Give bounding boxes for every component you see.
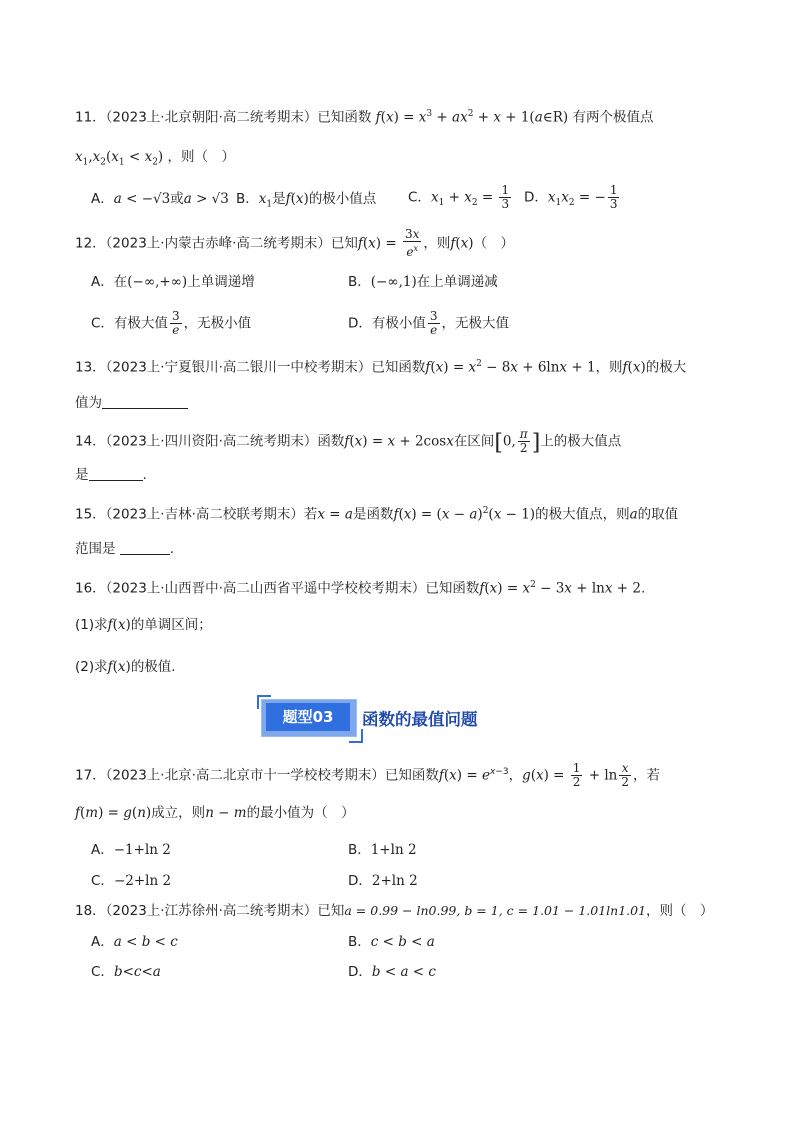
question-18-stem: 18．（2023上·江苏徐州·高二统考期末）已知a = 0.99 − ln0.99, b = 1, c = 1.01 − 1.01ln1.01，则（ ） (75, 903, 714, 919)
question-16-part2: (2)求f(x)的极值. (75, 659, 176, 675)
question-15-line2: 范围是 . (75, 541, 175, 557)
q11-line2-text: ，则（ ） (167, 149, 235, 165)
question-13-stem: 13．（2023上·宁夏银川·高二银川一中校考期末）已知函数$f(x) = x^2 - 8x + 6\ln x + 1$，则f(x)的极大 (75, 359, 687, 376)
question-12-stem: 12．（2023上·内蒙古赤峰·高二统考期末）已知f(x) = $\frac{3x}{e^x}$ ，则f(x)（ ） (75, 227, 515, 259)
question-14-stem: 14．（2023上·四川资阳·高二统考期末）函数f(x) = x + 2cosx在区间[0, $\frac{\pi}{2}$ ]上的极大值点 (75, 427, 622, 456)
q18-option-b[interactable]: B．c < b < a (348, 934, 435, 950)
q12-option-a[interactable]: A．在(−∞,+∞)上单调递增 (91, 274, 255, 290)
q12-option-b[interactable]: B．(−∞,1)在上单调递减 (348, 274, 498, 290)
section-tag-box (261, 699, 357, 737)
question-16-part1: (1)求f(x)的单调区间； (75, 617, 212, 633)
q18-option-a[interactable]: A．a < b < c (91, 934, 178, 950)
q17-option-b[interactable]: B．1+ln 2 (348, 842, 417, 858)
q18-option-d[interactable]: D．b < a < c (348, 964, 436, 980)
question-16-stem: 16．（2023上·山西晋中·高二山西省平遥中学校校考期末）已知函数$f(x) = x^2 - 3x + \ln x + 2$. (75, 580, 646, 597)
question-17-stem: 17．（2023上·北京·高二北京市十一学校校考期末）已知函数$f(x) = e^{x-3}$，g(x) = $\frac{1}{2}$ + ln $\frac{x}{2}$ ，若 (75, 761, 660, 789)
q12-option-c[interactable]: C．有极大值 $\frac{3}{e}$ ，无极小值 (91, 309, 252, 337)
question-11-line2: $x_1,x_2(x_1 < x_2)$ ，则（ ） (75, 149, 235, 168)
q11-stem-suffix: 有两个极值点 (572, 109, 654, 126)
question-17-line2: f(m) = g(n)成立，则n − m的最小值为（ ） (75, 805, 355, 821)
q11-points-expr: x (75, 149, 83, 165)
q11-option-d[interactable]: D．$x_1x_2$ = − $\frac{1}{3}$ (524, 183, 618, 211)
question-15-stem: 15．（2023上·吉林·高二校联考期末）若x = a是函数$f(x) = (x - a)^2(x - 1)$的极大值点，则a的取值 (75, 506, 679, 523)
question-14-line2: 是 . (75, 467, 147, 483)
q11-function-expr: f (375, 109, 381, 126)
q11-option-b[interactable]: B．$x_1$是f(x)的极小值点 (236, 191, 377, 210)
q11-option-a[interactable]: A．a < −√3或a > √3 (91, 191, 229, 207)
answer-blank[interactable] (89, 466, 143, 481)
question-11-stem: 11．（2023上·北京朝阳·高二统考期末）已知函数 $f(x) = x^3 + ax^2 + x$ + 1(a∈R) 有两个极值点 (75, 109, 654, 126)
q17-option-d[interactable]: D．2+ln 2 (348, 873, 418, 889)
q18-option-c[interactable]: C．b<c<a (91, 964, 161, 980)
q17-option-a[interactable]: A．−1+ln 2 (91, 842, 171, 858)
question-13-line2: 值为 (75, 393, 188, 413)
q11-stem-prefix: 11．（2023上·北京朝阳·高二统考期末）已知函数 (75, 109, 372, 126)
answer-blank[interactable] (120, 540, 170, 555)
section-title: 函数的最值问题 (362, 710, 478, 729)
q11-option-c[interactable]: C．$x_1 + x_2$ = $\frac{1}{3}$ (408, 183, 510, 211)
section-tag-label: 题型03 (266, 703, 350, 731)
q17-option-c[interactable]: C．−2+ln 2 (91, 873, 172, 889)
answer-blank[interactable] (102, 394, 188, 409)
q12-option-d[interactable]: D．有极小值 $\frac{3}{e}$ ，无极大值 (348, 309, 510, 337)
